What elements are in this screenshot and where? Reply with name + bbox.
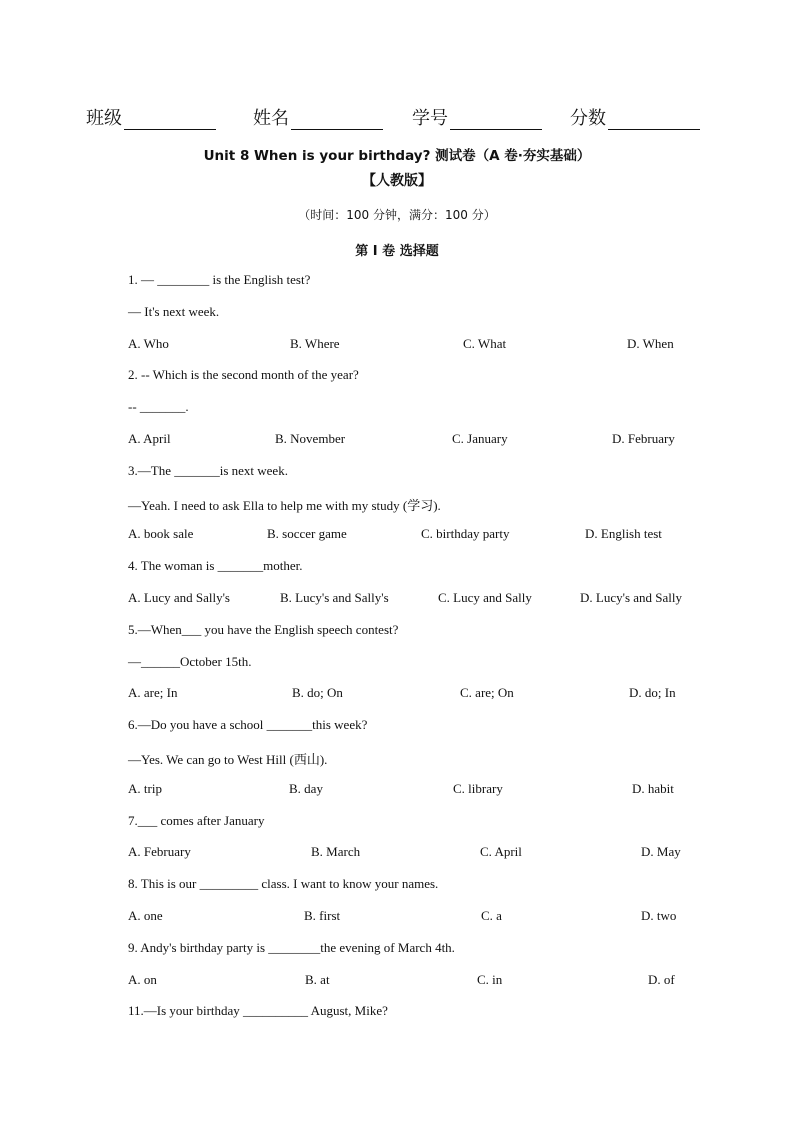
name-blank[interactable] — [291, 111, 383, 130]
document-title: Unit 8 When is your birthday? 测试卷（A 卷·夯实基础） — [203, 148, 591, 164]
class-blank[interactable] — [124, 111, 216, 130]
question-dialog-line: —Yeah. I need to ask Ella to help me with my study (学习). — [128, 498, 441, 513]
score-blank[interactable] — [608, 111, 700, 130]
answer-option[interactable]: B. do; On — [292, 685, 343, 700]
question-dialog-line: —Yes. We can go to West Hill (西山). — [128, 752, 328, 767]
student-number-field[interactable] — [412, 104, 542, 130]
answer-option[interactable]: C. library — [453, 781, 503, 796]
answer-option[interactable]: D. two — [641, 908, 677, 923]
answer-option[interactable]: C. April — [480, 844, 522, 859]
answer-option[interactable]: B. at — [305, 972, 330, 987]
answer-option[interactable]: A. February — [128, 844, 191, 859]
answer-option[interactable]: C. in — [477, 972, 503, 987]
answer-option[interactable]: C. January — [452, 431, 508, 446]
answer-option[interactable]: B. March — [311, 844, 361, 859]
answer-option[interactable]: D. do; In — [629, 685, 676, 700]
section-title: 第 I 卷 选择题 — [355, 244, 439, 259]
answer-option[interactable]: D. February — [612, 431, 675, 446]
answer-option[interactable]: A. April — [128, 431, 171, 446]
answer-option[interactable]: B. day — [289, 781, 323, 796]
question-stem: 6.—Do you have a school _______this week? — [128, 717, 368, 732]
answer-option[interactable]: A. Who — [128, 336, 169, 351]
student-number-label: 学号 — [412, 108, 448, 129]
score-label: 分数 — [570, 108, 606, 129]
answer-option[interactable]: C. are; On — [460, 685, 514, 700]
answer-option[interactable]: A. Lucy and Sally's — [128, 590, 230, 605]
answer-option[interactable]: B. Where — [290, 336, 340, 351]
answer-option[interactable]: B. soccer game — [267, 526, 347, 541]
question-stem: 2. -- Which is the second month of the year? — [128, 367, 359, 382]
question-stem: 4. The woman is _______mother. — [128, 558, 303, 573]
question-stem: 7.___ comes after January — [128, 813, 265, 828]
question-stem: 1. — ________ is the English test? — [128, 272, 311, 287]
answer-option[interactable]: C. Lucy and Sally — [438, 590, 532, 605]
answer-option[interactable]: C. a — [481, 908, 502, 923]
question-dialog-line: —______October 15th. — [128, 654, 252, 669]
answer-option[interactable]: B. first — [304, 908, 341, 923]
answer-option[interactable]: A. trip — [128, 781, 162, 796]
question-stem: 9. Andy's birthday party is ________the evening of March 4th. — [128, 940, 455, 955]
answer-option[interactable]: C. What — [463, 336, 507, 351]
answer-option[interactable]: D. Lucy's and Sally — [580, 590, 682, 605]
class-label: 班级 — [86, 108, 122, 129]
name-field[interactable] — [253, 104, 383, 130]
answer-option[interactable]: D. habit — [632, 781, 674, 796]
class-field[interactable] — [86, 104, 216, 130]
question-dialog-line: -- _______. — [128, 399, 189, 414]
question-stem: 3.—The _______is next week. — [128, 463, 288, 478]
answer-option[interactable]: C. birthday party — [421, 526, 510, 541]
answer-option[interactable]: D. May — [641, 844, 681, 859]
answer-option[interactable]: A. are; In — [128, 685, 178, 700]
question-stem: 11.—Is your birthday __________ August, Mike? — [128, 1003, 388, 1018]
student-number-blank[interactable] — [450, 111, 542, 130]
question-stem: 8. This is our _________ class. I want to know your names. — [128, 876, 439, 891]
edition-label: 【人教版】 — [362, 173, 432, 189]
answer-option[interactable]: B. Lucy's and Sally's — [280, 590, 389, 605]
answer-option[interactable]: D. of — [648, 972, 675, 987]
answer-option[interactable]: A. one — [128, 908, 163, 923]
exam-info: （时间：100 分钟，满分：100 分） — [298, 208, 496, 222]
question-dialog-line: — It's next week. — [128, 304, 220, 319]
name-label: 姓名 — [253, 108, 289, 129]
question-stem: 5.—When___ you have the English speech contest? — [128, 622, 399, 637]
answer-option[interactable]: D. English test — [585, 526, 662, 541]
score-field[interactable] — [570, 104, 700, 130]
answer-option[interactable]: A. book sale — [128, 526, 194, 541]
answer-option[interactable]: A. on — [128, 972, 157, 987]
answer-option[interactable]: B. November — [275, 431, 346, 446]
answer-option[interactable]: D. When — [627, 336, 674, 351]
